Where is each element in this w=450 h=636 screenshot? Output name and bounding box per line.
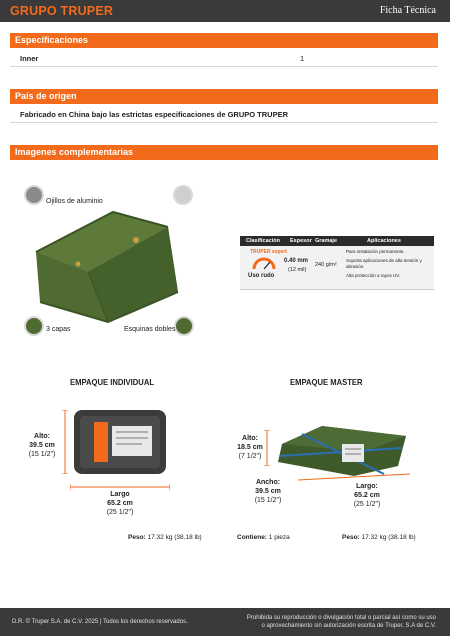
usage-label: Uso rudo bbox=[248, 273, 275, 279]
contains-label: Contiene: bbox=[237, 534, 267, 541]
origin-row bbox=[10, 106, 438, 123]
gauge-icon bbox=[252, 256, 276, 270]
length-label: Largo: bbox=[356, 483, 378, 490]
weight-value: 17.32 kg (38.18 lb) bbox=[147, 534, 202, 541]
legal-notice: Prohibida su reproducción o divulgación total o parcial así como su uso o aprovechamiento sin autorización escrita de Truper, S.A de C.V. bbox=[246, 615, 436, 629]
thickness-value: 0.40 mm bbox=[284, 258, 309, 264]
individual-height-indicator bbox=[62, 410, 68, 474]
table-header bbox=[240, 236, 434, 246]
eyelet-detail-icon bbox=[24, 185, 44, 205]
width-in: (15 1/2") bbox=[254, 497, 282, 504]
callout-corners: Esquinas dobles bbox=[124, 326, 176, 333]
length-in: (25 1/2") bbox=[353, 501, 381, 508]
contains-value: 1 pieza bbox=[268, 534, 290, 541]
master-weight bbox=[342, 534, 416, 541]
master-contents bbox=[237, 534, 290, 541]
weight-value: 240 g/m² bbox=[315, 262, 337, 268]
length-cm: 65.2 cm bbox=[354, 492, 380, 499]
master-width-dimension bbox=[248, 478, 288, 505]
application-item: Soporta aplicaciones de alta tensión y abrasión. bbox=[346, 258, 422, 269]
master-package-image bbox=[272, 422, 412, 478]
weight-value: 17.32 kg (38.18 lb) bbox=[361, 534, 416, 541]
individual-package-title: EMPAQUE INDIVIDUAL bbox=[70, 377, 155, 387]
individual-length-dimension bbox=[100, 490, 140, 517]
classification-logo: TRUPER expert bbox=[250, 249, 287, 255]
page-footer bbox=[0, 608, 450, 636]
spec-value: 1 bbox=[300, 54, 305, 63]
spec-key: Inner bbox=[20, 54, 39, 63]
master-package-title: EMPAQUE MASTER bbox=[290, 377, 363, 387]
header-applications: Aplicaciones bbox=[367, 238, 401, 244]
section-title: País de origen bbox=[15, 91, 77, 101]
master-height-dimension bbox=[234, 434, 266, 461]
callout-layers: 3 capas bbox=[46, 326, 71, 333]
height-cm: 18.5 cm bbox=[237, 444, 263, 451]
section-title: Especificaciones bbox=[15, 35, 89, 45]
layers-detail-icon bbox=[24, 316, 44, 336]
width-label: Ancho: bbox=[255, 479, 281, 486]
height-in: (7 1/2") bbox=[238, 453, 262, 460]
tarp-product-image bbox=[18, 182, 198, 342]
header-weight: Gramaje bbox=[315, 238, 338, 244]
individual-height-dimension bbox=[24, 432, 60, 459]
height-cm: 39.5 cm bbox=[29, 442, 55, 449]
master-length-indicator bbox=[296, 472, 412, 482]
thickness-alt-value: (12 mil) bbox=[288, 267, 307, 273]
width-cm: 39.5 cm bbox=[255, 488, 281, 495]
height-label: Alto: bbox=[34, 433, 50, 440]
callout-eyelets: Ojillos de aluminio bbox=[46, 198, 103, 205]
page-header bbox=[0, 0, 450, 22]
header-thickness: Espesor bbox=[290, 238, 312, 244]
weight-label: Peso: bbox=[128, 534, 146, 541]
copyright-text: D.R. © Truper S.A. de C.V. 2025 | Todos los derechos reservados. bbox=[12, 619, 188, 625]
weight-label: Peso: bbox=[342, 534, 360, 541]
application-item: Para instalación permanente. bbox=[346, 249, 405, 254]
application-item: Alta protección a rayos UV. bbox=[346, 273, 401, 278]
brand-logo: GRUPO TRUPER bbox=[10, 4, 114, 18]
master-length-dimension bbox=[346, 482, 388, 509]
classification-table bbox=[240, 236, 434, 290]
document-type: Ficha Técnica bbox=[379, 5, 436, 16]
label-detail-icon bbox=[173, 185, 193, 205]
section-title: Imagenes complementarias bbox=[15, 147, 134, 157]
length-cm: 65.2 cm bbox=[107, 500, 133, 507]
spec-row bbox=[10, 50, 438, 67]
section-images bbox=[10, 145, 438, 160]
corners-detail-icon bbox=[174, 316, 194, 336]
length-in: (25 1/2") bbox=[106, 509, 134, 516]
height-label: Alto: bbox=[242, 435, 258, 442]
length-label: Largo bbox=[110, 491, 130, 498]
section-specifications bbox=[10, 33, 438, 48]
individual-package-image bbox=[72, 408, 168, 476]
height-in: (15 1/2") bbox=[28, 451, 56, 458]
section-origin bbox=[10, 89, 438, 104]
origin-text: Fabricado en China bajo las estrictas especificaciones de GRUPO TRUPER bbox=[20, 110, 289, 119]
individual-weight bbox=[128, 534, 202, 541]
table-body bbox=[240, 246, 434, 290]
header-classification: Clasificación bbox=[246, 238, 280, 244]
